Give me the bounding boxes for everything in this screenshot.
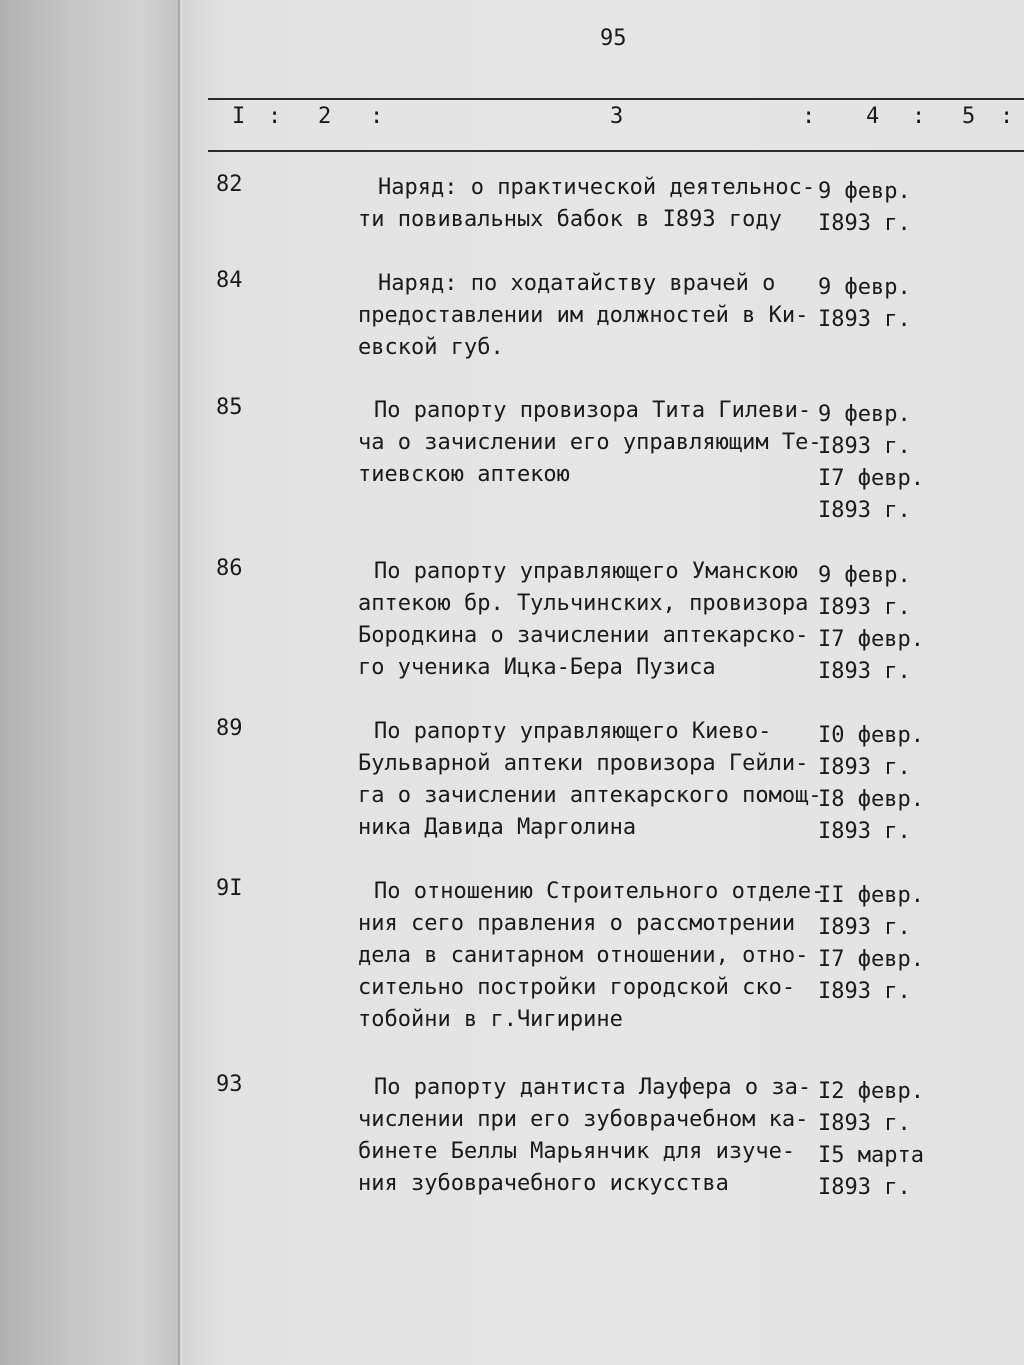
table-header (0, 104, 1024, 144)
header-col1: I (232, 104, 246, 129)
entry-description: По рапорту провизора Тита Гилеви- ча о зачислении его управляющим Те- тиевскою аптекою (358, 398, 822, 487)
entry-dates: II февр. I893 г. I7 февр. I893 г. (818, 883, 924, 1004)
entry-dates: 9 февр. I893 г. I7 февр. I893 г. (818, 402, 924, 523)
entry-number: 93 (216, 1072, 243, 1097)
entry-description: По рапорту управляющего Киево- Бульварной аптеки провизора Гейли- га о зачислении аптекарского помощ- ника Давида Марголина (358, 719, 822, 840)
facing-page-edge (0, 0, 180, 1365)
header-bottom-rule (208, 150, 1024, 152)
entry-description: Наряд: по ходатайству врачей о предоставлении им должностей в Ки- евской губ. (358, 271, 809, 360)
page-number: 95 (600, 26, 627, 51)
entry-number: 85 (216, 395, 243, 420)
header-sep3: : (802, 104, 816, 129)
entry-number: 86 (216, 556, 243, 581)
entry-dates: 9 февр. I893 г. (818, 179, 911, 236)
entry-description: По рапорту дантиста Лауфера о за- числении при его зубоврачебном ка- бинете Беллы Марьянчик для изуче- ния зубоврачебного искусства (358, 1075, 812, 1196)
header-sep4: : (912, 104, 926, 129)
entry-number: 84 (216, 268, 243, 293)
entry-dates: 9 февр. I893 г. I7 февр. I893 г. (818, 563, 924, 684)
header-sep1: : (268, 104, 282, 129)
entry-dates: I2 февр. I893 г. I5 марта I893 г. (818, 1079, 924, 1200)
header-col4: 4 (866, 104, 880, 129)
entry-description: По отношению Строительного отделе- ния сего правления о рассмотрении дела в санитарном отношении, отно- сительно постройки городской ско- тобойни в г.Чигирине (358, 879, 825, 1032)
header-col2: 2 (318, 104, 332, 129)
header-col5: 5 (962, 104, 976, 129)
header-col3: 3 (610, 104, 624, 129)
header-sep2: : (370, 104, 384, 129)
entry-number: 89 (216, 716, 243, 741)
entry-description: По рапорту управляющего Уманскою аптекою бр. Тульчинских, провизора Бородкина о зачислении аптекарско- го ученика Ицка-Бера Пузиса (358, 559, 809, 680)
header-sep5: : (1000, 104, 1014, 129)
entry-number: 82 (216, 172, 243, 197)
entry-dates: I0 февр. I893 г. I8 февр. I893 г. (818, 723, 924, 844)
entry-number: 9I (216, 876, 243, 901)
entry-dates: 9 февр. I893 г. (818, 275, 911, 332)
entry-description: Наряд: о практической деятельнос- ти повивальных бабок в I893 году (358, 175, 816, 232)
header-top-rule (208, 98, 1024, 100)
